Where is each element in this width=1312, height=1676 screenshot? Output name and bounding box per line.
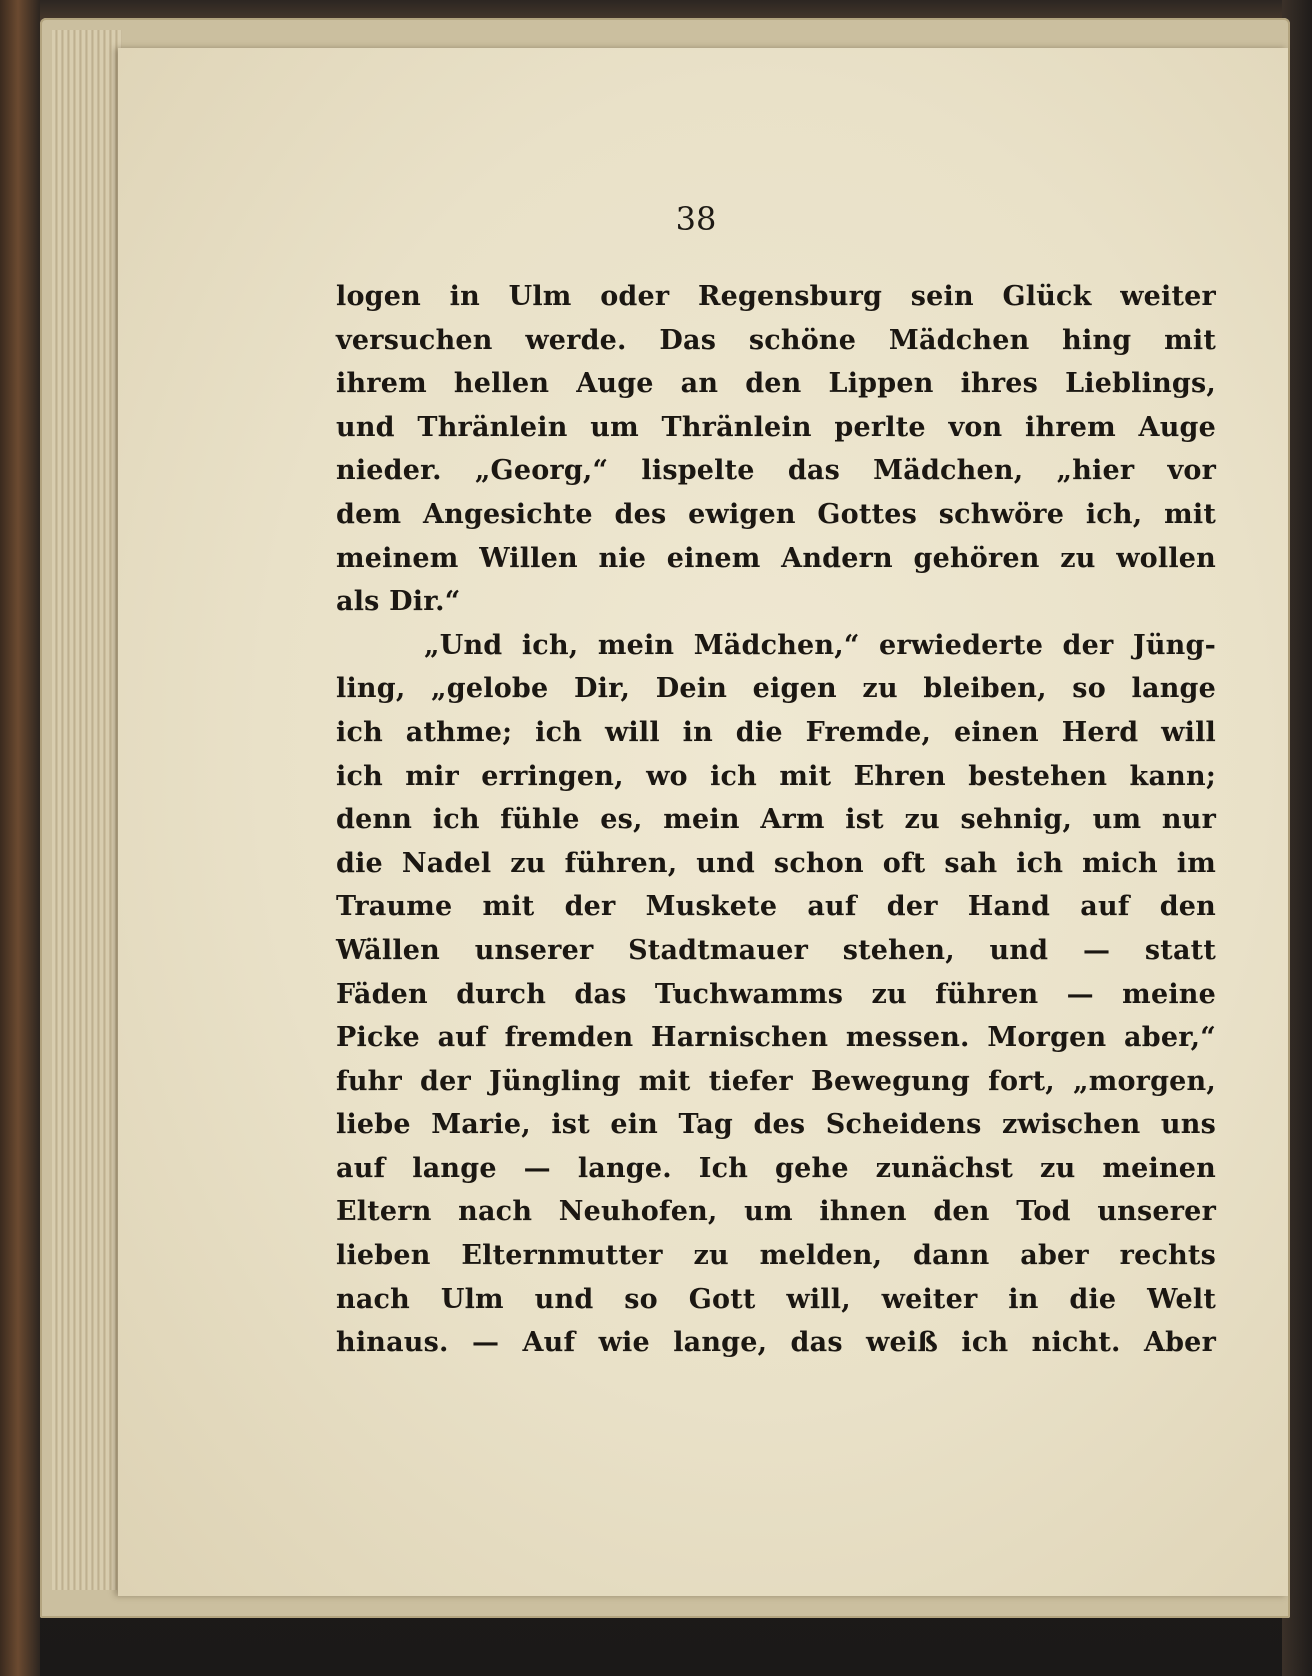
- text-line: ich athme; ich will in die Fremde, einen Herd will: [336, 716, 1216, 748]
- text-line: Fäden durch das Tuchwamms zu führen — meine: [336, 978, 1216, 1010]
- text-line: meinem Willen nie einem Andern gehören zu wollen: [336, 542, 1216, 574]
- text-line: logen in Ulm oder Regensburg sein Glück weiter: [336, 281, 1216, 312]
- text-line: ich mir erringen, wo ich mit Ehren bestehen kann;: [336, 760, 1216, 792]
- text-line: Wällen unserer Stadtmauer stehen, und — statt: [336, 934, 1216, 966]
- text-line: liebe Marie, ist ein Tag des Scheidens zwischen uns: [336, 1109, 1216, 1141]
- text-line: Traume mit der Muskete auf der Hand auf den: [336, 891, 1216, 923]
- text-line: ihrem hellen Auge an den Lippen ihres Lieblings,: [336, 368, 1216, 400]
- text-line: Picke auf fremden Harnischen messen. Morgen aber,“: [336, 1022, 1216, 1054]
- text-line: hinaus. — Auf wie lange, das weiß ich nicht. Aber: [336, 1327, 1216, 1359]
- text-line: versuchen werde. Das schöne Mädchen hing mit: [336, 324, 1216, 356]
- text-line: nach Ulm und so Gott will, weiter in die Welt: [336, 1283, 1216, 1315]
- text-line: als Dir.“: [336, 586, 461, 618]
- text-line: auf lange — lange. Ich gehe zunächst zu meinen: [336, 1152, 1216, 1184]
- text-line: denn ich fühle es, mein Arm ist zu sehnig, um nur: [336, 804, 1216, 836]
- text-line: dem Angesichte des ewigen Gottes schwöre ich, mit: [336, 498, 1216, 530]
- text-line: und Thränlein um Thränlein perlte von ihrem Auge: [336, 411, 1216, 443]
- page-edges: [52, 30, 122, 1590]
- text-line: „Und ich, mein Mädchen,“ erwiederte der Jüng-: [424, 629, 1216, 661]
- text-line: fuhr der Jüngling mit tiefer Bewegung fort, „morgen,: [336, 1065, 1216, 1097]
- text-line: die Nadel zu führen, und schon oft sah ich mich im: [336, 847, 1216, 879]
- text-line: ling, „gelobe Dir, Dein eigen zu bleiben, so lange: [336, 673, 1216, 705]
- text-line: lieben Elternmutter zu melden, dann aber rechts: [336, 1240, 1216, 1272]
- book-cover-left: [0, 0, 40, 1676]
- page-number: 38: [675, 200, 717, 238]
- body-text: [336, 275, 1216, 1365]
- text-line: nieder. „Georg,“ lispelte das Mädchen, „hier vor: [336, 455, 1216, 487]
- text-line: Eltern nach Neuhofen, um ihnen den Tod unserer: [336, 1196, 1216, 1228]
